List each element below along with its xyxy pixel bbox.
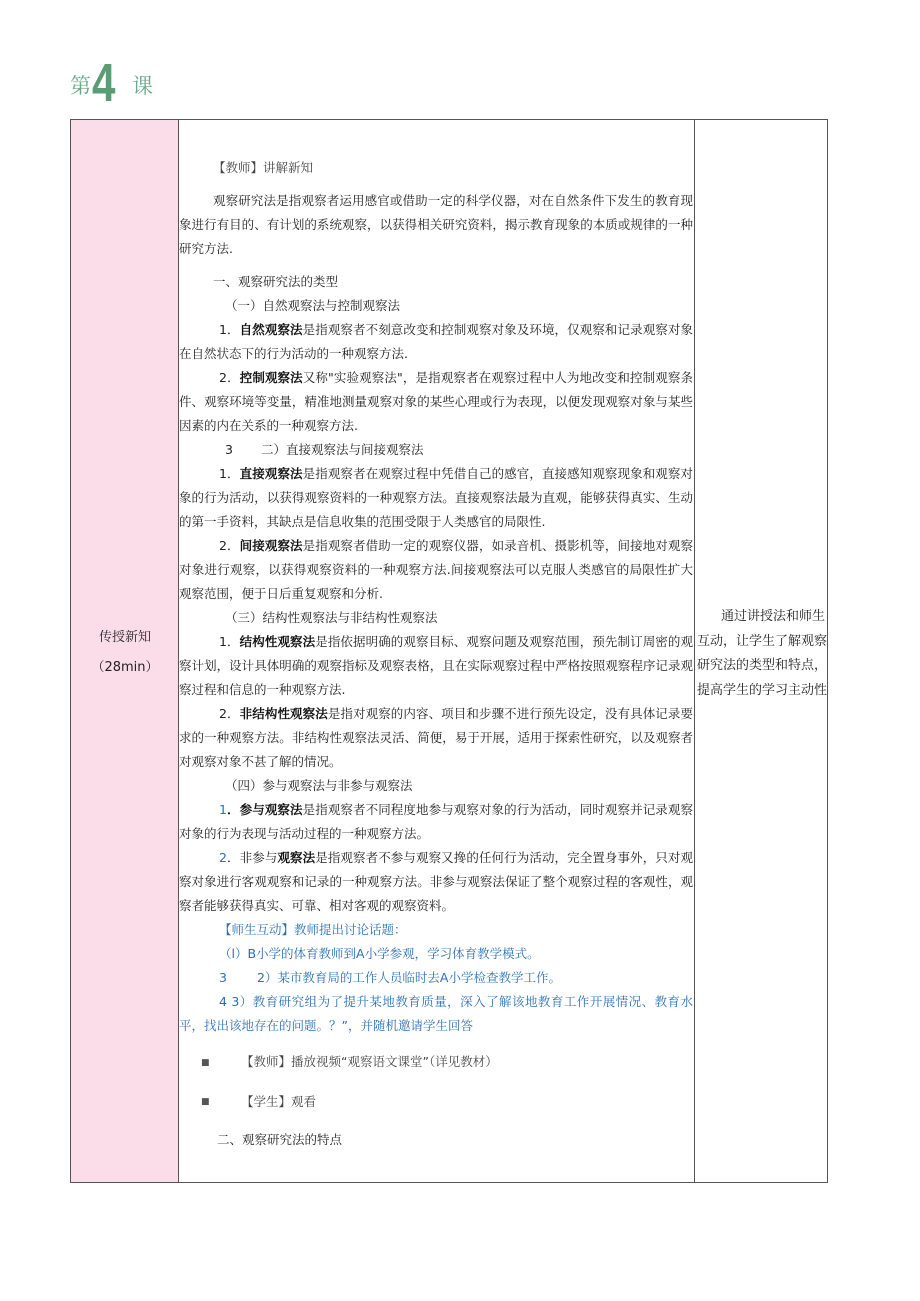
term-nonparticipant: 观察法 (277, 850, 316, 865)
item-number: 1． (219, 634, 240, 649)
item-number: 1 (219, 802, 227, 817)
item-number: 1． (219, 466, 240, 481)
item-number: 2． (219, 370, 240, 385)
term-unstructured: 非结构性观察法 (239, 706, 328, 721)
item-text: 又称"实验观察法"，是指观察者在观察过程中人为地改变和控制观察条件、观察环境等变量，精准地测量观察对象的某些心理或行为表现，以便发现观察对象与某些因素的内在关系的一种观察方法. (179, 370, 693, 433)
section-3-title: （三）结构性观察法与非结构性观察法 (225, 610, 438, 625)
item-text: 是指观察者不同程度地参与观察对象的行为活动，同时观察并记录观察对象的行为表现与活动过程的一种观察方法。 (179, 802, 693, 841)
item-number: 2． (219, 706, 240, 721)
term-direct: 直接观察法 (239, 466, 303, 481)
term-natural: 自然观察法 (239, 322, 303, 337)
interaction-tag: 【师生互动】教师提出讨论话题： (219, 922, 407, 937)
student-watch-step: 【学生】观看 (241, 1094, 317, 1109)
item-nonparticipant-observation (179, 846, 693, 918)
item-number: 2 (219, 850, 227, 865)
item-controlled-observation (179, 366, 693, 438)
content-column (179, 120, 695, 1182)
heading-features: 二、观察研究法的特点 (217, 1132, 343, 1147)
item-structured-observation (179, 630, 693, 702)
stage-title: 传授新知 (98, 630, 151, 645)
section-2-text: 二）直接观察法与间接观察法 (260, 442, 424, 457)
heading-types: 一、观察研究法的类型 (213, 274, 339, 289)
teacher-tag: 【教师】讲解新知 (213, 160, 314, 175)
design-intent-text: 通过讲授法和师生互动，让学生了解观察研究法的类型和特点，提高学生的学习主动性 (697, 609, 828, 698)
item-text: 是指观察者借助一定的观察仪器，如录音机、摄影机等，间接地对观察对象进行观察，以获得观察资料的一种观察方法.间接观察法可以克服人类感官的局限性扩大观察范围，便于日后重复观察和分析. (179, 538, 693, 601)
item-number: 1． (219, 322, 240, 337)
intro-paragraph: 观察研究法是指观察者运用感官或借助一定的科学仪器，对在自然条件下发生的教育现象进行有目的、有计划的系统观察，以获得相关研究资料，揭示教育现象的本质或规律的一种研究方法. (179, 193, 693, 256)
bullet-marker: ■ (201, 1097, 210, 1107)
section-2-number: 3 (225, 442, 233, 457)
teacher-video-step: 【教师】播放视频“观察语文课堂”（详见教材） (241, 1054, 498, 1069)
bullet-marker: ■ (201, 1058, 210, 1068)
stage-time: （28min） (91, 660, 159, 675)
item-text: 是指观察者不参与观察又搀的任何行为活动，完全置身事外，只对观察对象进行客观观察和记录的一种观察方法。非参与观察法保证了整个观察过程的客观性，观察者能够获得真实、可靠、相对客观的观察资料。 (179, 850, 693, 913)
section-4-title: （四）参与观察法与非参与观察法 (225, 778, 413, 793)
section-2-title (225, 438, 685, 462)
item-number: 2． (219, 538, 240, 553)
question-2-number: 3 (219, 970, 227, 985)
term-structured: 结构性观察法 (239, 634, 316, 649)
item-text: 是指依据明确的观察目标、观察问题及观察范围，预先制订周密的观察计划，设计具体明确的观察指标及观察表格，且在实际观察过程中严格按照观察程序记录观察过程和信息的一种观察方法. (179, 634, 693, 697)
item-unstructured-observation (179, 702, 693, 774)
lesson-plan-table (70, 119, 828, 1183)
discussion-question-2 (219, 966, 689, 990)
stage-column (71, 120, 179, 1182)
discussion-question-1: （l）B小学的体育教师到A小学参观，学习体育教学模式。 (219, 946, 540, 961)
intent-column (695, 120, 829, 1182)
item-indirect-observation (179, 534, 693, 606)
item-prefix: ．非参与 (226, 850, 278, 865)
section-1-title: （一）自然观察法与控制观察法 (225, 298, 401, 313)
term-participant: ．参与观察法 (226, 802, 303, 817)
term-controlled: 控制观察法 (239, 370, 303, 385)
discussion-question-3: 4 3）教育研究组为了提升某地教育质量，深入了解该地教育工作开展情况、教育水平，找出该地存在的问题。？”，并随机邀请学生回答 (179, 994, 693, 1033)
item-text: 是指观察者不刻意改变和控制观察对象及环境，仅观察和记录观察对象在自然状态下的行为活动的一种观察方法. (179, 322, 693, 361)
item-participant-observation (179, 798, 693, 846)
item-direct-observation (179, 462, 693, 534)
item-text: 是指观察者在观察过程中凭借自己的感官，直接感知观察现象和观察对象的行为活动，以获得观察资料的一种观察方法。直接观察法最为直观，能够获得真实、生动的第一手资料，其缺点是信息收集的范围受限于人类感官的局限性. (179, 466, 693, 529)
lesson-number: 4 (92, 53, 116, 113)
question-2-text: 2）某市教育局的工作人员临时去A小学检查教学工作。 (256, 970, 561, 985)
item-natural-observation (179, 318, 693, 366)
item-text: 是指对观察的内容、项目和步骤不进行预先设定，没有具体记录要求的一种观察方法。非结构性观察法灵活、简便，易于开展，适用于探索性研究，以及观察者对观察对象不甚了解的情况。 (179, 706, 693, 769)
term-indirect: 间接观察法 (239, 538, 303, 553)
lesson-suffix: 课 (132, 74, 153, 98)
lesson-prefix: 第 (70, 74, 91, 98)
